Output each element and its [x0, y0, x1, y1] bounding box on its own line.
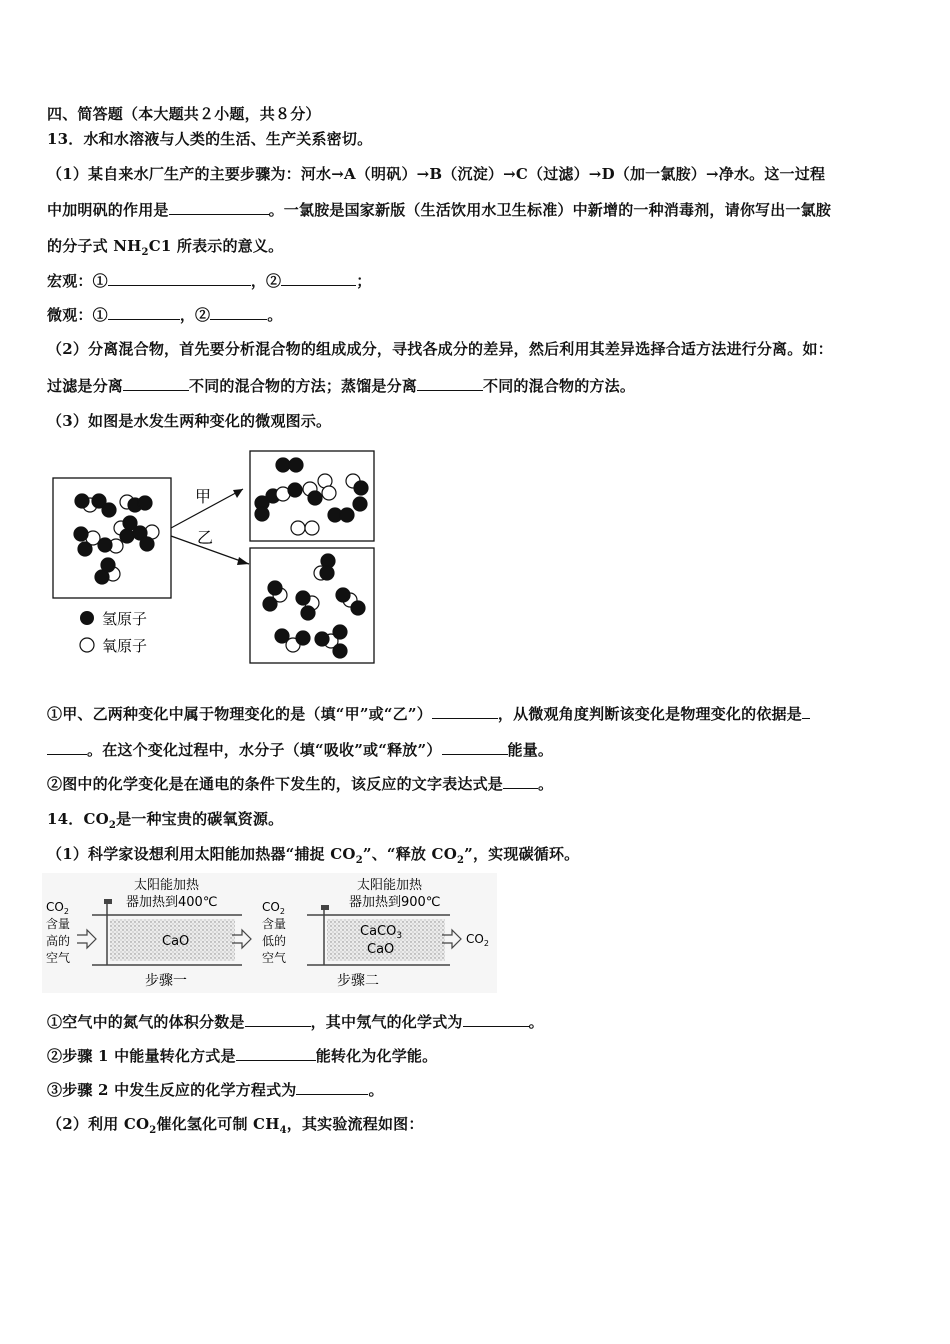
answer-blank[interactable] [236, 1046, 316, 1061]
step2-cao-label: CaO [367, 942, 395, 957]
answer-blank[interactable] [123, 376, 189, 391]
step2-caco3-label: CaCO$_3$ [360, 924, 403, 941]
step2-heat-label: 太阳能加热 [357, 878, 423, 893]
q13-sub1-line1: ①甲、乙两种变化中属于物理变化的是（填“甲”或“乙”） ，从微观角度判断该变化是物理变化的依据是 [47, 703, 810, 724]
q13-p1-line1: （1）某自来水厂生产的主要步骤为：河水→A（明矾）→B（沉淀）→C（过滤）→D（加一氯胺）→净水。这一过程 [47, 165, 826, 183]
step1-temp-label: 器加热到400℃ [126, 895, 218, 910]
step2-input-line4: 空气 [262, 951, 287, 965]
answer-blank[interactable] [108, 305, 180, 320]
answer-blank[interactable] [210, 305, 267, 320]
step2-input-co2: $CO_2$ [262, 900, 285, 916]
answer-blank[interactable] [245, 1012, 311, 1027]
step1-label: 步骤一 [145, 973, 187, 989]
step1-input-line3: 高的 [46, 934, 71, 948]
q13-macro-line: 宏观：① ，② ； [47, 272, 372, 290]
q13-p1-line3: 的分子式 $NH_2C1$ 所表示的意义。 [47, 237, 284, 258]
answer-blank[interactable] [108, 271, 251, 286]
step1-heat-label: 太阳能加热 [134, 878, 200, 893]
step2-input-line2: 含量 [262, 917, 287, 931]
step2-label: 步骤二 [337, 973, 379, 989]
legend-h-icon [80, 611, 94, 625]
step1-input-line2: 含量 [46, 917, 71, 931]
answer-blank[interactable] [442, 740, 508, 755]
q14-p1: （1）科学家设想利用太阳能加热器“捕捉 $CO_2$”、“释放 $CO_2$”，实现碳循环。 [47, 845, 580, 866]
step1-input-co2: $CO_2$ [46, 900, 69, 916]
step1-cao-label: CaO [162, 934, 190, 949]
q14-s3: ③步骤 2 中发生反应的化学方程式为 。 [47, 1081, 384, 1099]
answer-blank[interactable] [503, 774, 538, 789]
q13-p2-line2: 过滤是分离 不同的混合物的方法；蒸馏是分离 不同的混合物的方法。 [47, 377, 636, 395]
q14-stem: 14．$CO_2$是一种宝贵的碳氧资源。 [47, 810, 284, 831]
answer-blank[interactable] [296, 1080, 368, 1095]
q13-sub2: ②图中的化学变化是在通电的条件下发生的，该反应的文字表达式是 。 [47, 775, 554, 793]
legend-o-icon [80, 638, 94, 652]
answer-blank[interactable] [463, 1012, 529, 1027]
step1-input-line4: 空气 [46, 951, 71, 965]
label-jia: 甲 [195, 487, 212, 506]
label-yi: 乙 [197, 528, 214, 547]
q13-p3: （3）如图是水发生两种变化的微观图示。 [47, 412, 332, 430]
q13-stem: 13．水和水溶液与人类的生活、生产关系密切。 [47, 130, 373, 148]
step2-input-line3: 低的 [262, 934, 287, 948]
step2-output-co2: $CO_2$ [466, 932, 489, 948]
carbon-capture-diagram [42, 873, 497, 993]
answer-blank[interactable] [417, 376, 483, 391]
section-title: 四、简答题（本大题共２小题，共８分） [47, 105, 321, 123]
answer-blank[interactable] [802, 704, 810, 719]
answer-blank[interactable] [169, 200, 269, 215]
q13-p2-line1: （2）分离混合物，首先要分析混合物的组成成分，寻找各成分的差异，然后利用其差异选择合适方法进行分离。如： [47, 340, 833, 358]
answer-blank[interactable] [432, 704, 498, 719]
legend-o-label: 氧原子 [102, 637, 148, 655]
q14-s1: ①空气中的氮气的体积分数是 ，其中氖气的化学式为 。 [47, 1013, 544, 1031]
water-change-diagram [50, 448, 380, 668]
q14-p2: （2）利用 $CO_2$催化氢化可制 $CH_4$，其实验流程如图： [47, 1115, 424, 1136]
q13-p1-line2: 中加明矾的作用是 。一氯胺是国家新版（生活饮用水卫生标准）中新增的一种消毒剂，请你写出一氯胺 [47, 201, 832, 219]
answer-blank[interactable] [47, 740, 87, 755]
step2-temp-label: 器加热到900℃ [349, 895, 441, 910]
q13-micro-line: 微观：① ，② 。 [47, 306, 283, 324]
legend-h-label: 氢原子 [102, 610, 148, 628]
q13-sub1-line2: 。在这个变化过程中，水分子（填“吸收”或“释放”） 能量。 [47, 739, 553, 760]
q14-s2: ②步骤 1 中能量转化方式是 能转化为化学能。 [47, 1047, 438, 1065]
answer-blank[interactable] [281, 271, 356, 286]
